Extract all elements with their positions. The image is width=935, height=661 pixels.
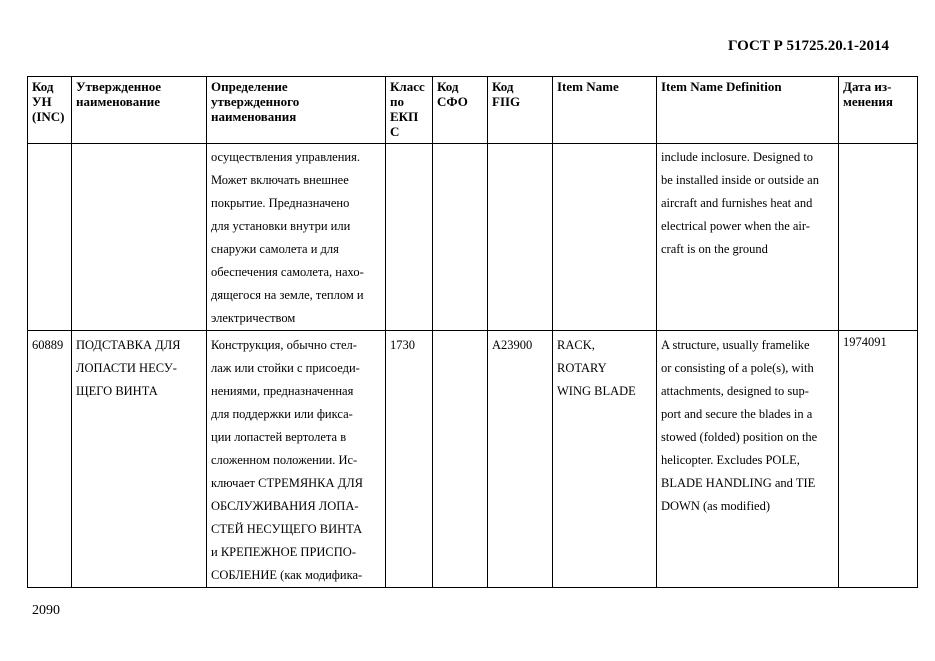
cell-name-ru: [72, 144, 207, 331]
cell-change-date: [839, 144, 918, 331]
cell-fiig: [488, 144, 553, 331]
cell-definition-ru: Конструкция, обычно стел- лаж или стойки с присоеди- нениями, предназначенная для поддержки или фикса- ции лопастей вертолета в сложенном положении. Ис- ключает СТРЕМЯНКА ДЛЯ ОБСЛУЖИВАНИЯ ЛОПА- СТЕЙ НЕСУЩЕГО ВИНТА и КРЕПЕЖНОЕ ПРИСПО- СОБЛЕНИЕ (как модифика-: [207, 331, 386, 588]
cell-item-name: [553, 144, 657, 331]
document-code: ГОСТ Р 51725.20.1-2014: [727, 38, 889, 54]
cell-inc: [28, 144, 72, 331]
cell-sfo: [433, 331, 488, 588]
cell-definition-ru: осуществления управления. Может включать внешнее покрытие. Предназначено для установки внутри или снаружи самолета и для обеспечения самолета, нахо- дящегося на земле, теплом и электричеством: [207, 144, 386, 331]
header-class: Класс по ЕКП С: [386, 77, 433, 144]
cell-fiig: A23900: [488, 331, 553, 588]
cell-definition-en: include inclosure. Designed to be installed inside or outside an aircraft and furnishes heat and electrical power when the air- craft is on the ground: [657, 144, 839, 331]
header-fiig: Код FIIG: [488, 77, 553, 144]
header-definition-ru: Определение утвержденного наименования: [207, 77, 386, 144]
header-item-name-definition: Item Name Definition: [657, 77, 839, 144]
cell-class: [386, 144, 433, 331]
header-item-name: Item Name: [553, 77, 657, 144]
cell-item-name: RACK, ROTARY WING BLADE: [553, 331, 657, 588]
table-header-row: [28, 77, 918, 144]
specification-table: [27, 76, 918, 588]
header-change-date: Дата из- менения: [839, 77, 918, 144]
table-row: [28, 144, 918, 331]
cell-change-date: 1974091: [839, 331, 918, 588]
header-inc: Код УН (INC): [28, 77, 72, 144]
page-number: 2090: [32, 603, 60, 618]
header-approved-name: Утвержденное наименование: [72, 77, 207, 144]
header-sfo: Код СФО: [433, 77, 488, 144]
cell-class: 1730: [386, 331, 433, 588]
cell-sfo: [433, 144, 488, 331]
cell-definition-en: A structure, usually framelike or consisting of a pole(s), with attachments, designed to sup- port and secure the blades in a stowed (folded) position on the helicopter. Excludes POLE, BLADE HANDLING and TIE DOWN (as modified): [657, 331, 839, 588]
cell-inc: 60889: [28, 331, 72, 588]
cell-name-ru: ПОДСТАВКА ДЛЯ ЛОПАСТИ НЕСУ- ЩЕГО ВИНТА: [72, 331, 207, 588]
table-row: [28, 331, 918, 588]
